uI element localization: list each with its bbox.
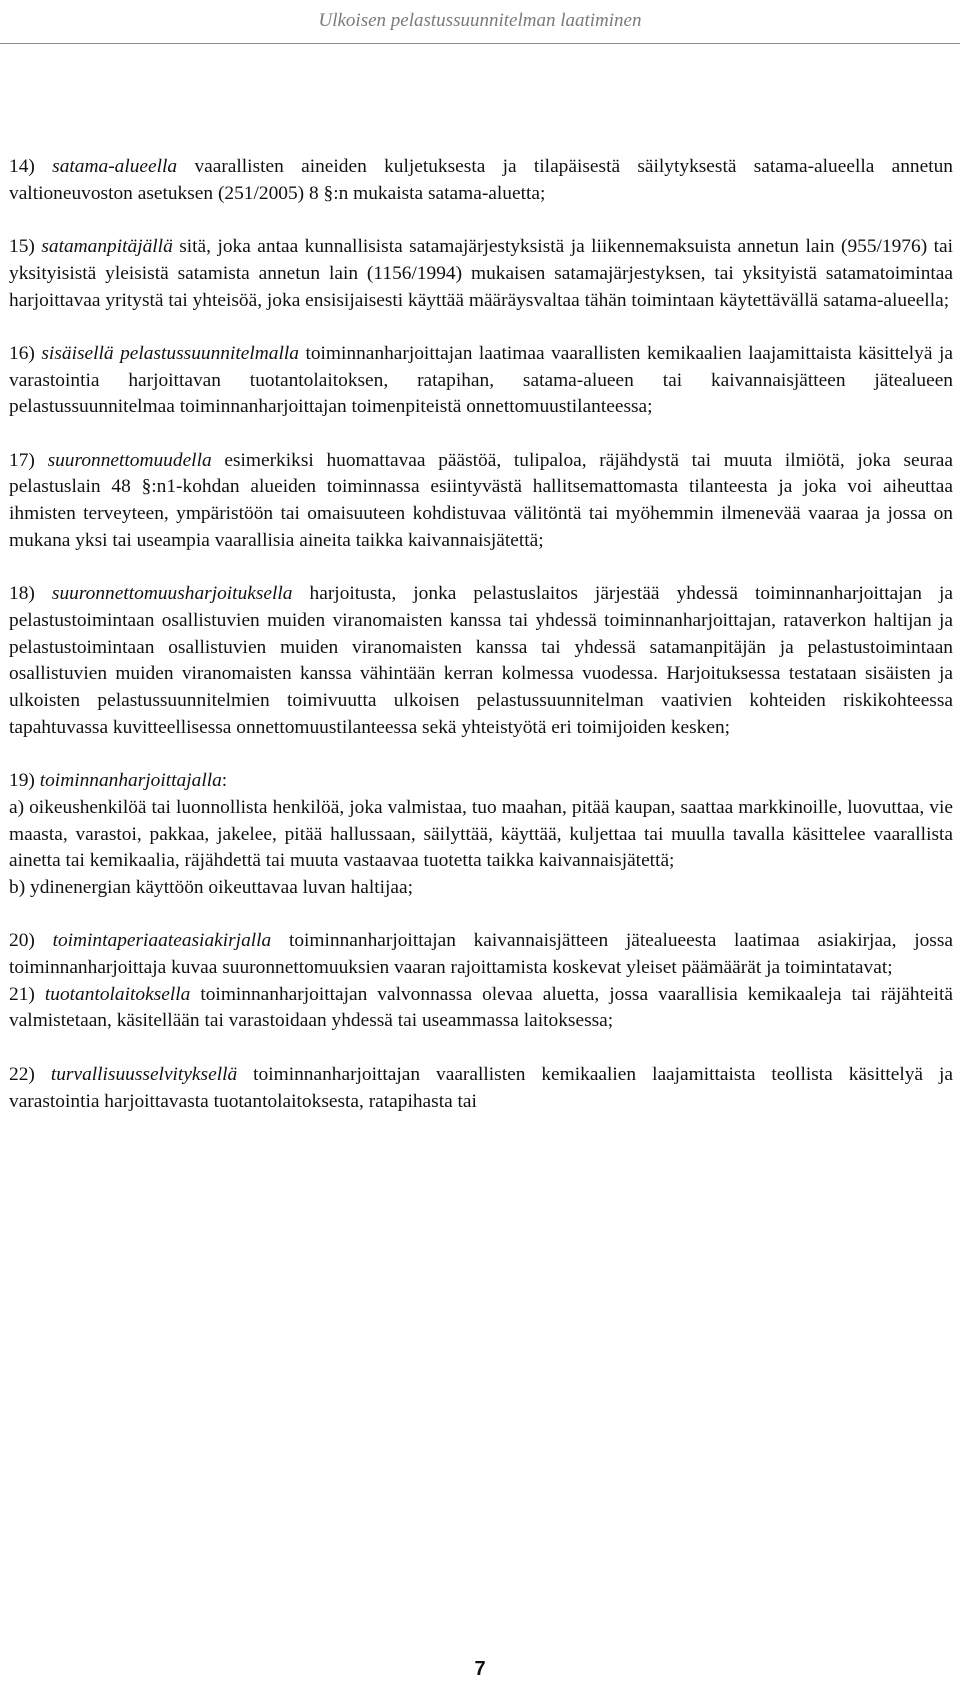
definition-term: tuotantolaitoksella	[44, 983, 191, 1005]
definition-21	[9, 982, 953, 1035]
definition-19-item-a: a) oikeushenkilöä tai luonnollista henkilöä, joka valmistaa, tuo maahan, pitää kaupan, saattaa markkinoille, luovuttaa, vie maasta, varastoi, pakkaa, jakelee, pitää hallussaan, säilyttää, käyttää, kuljettaa tai muulla tavalla käsittelee vaarallista ainetta tai kemikaalia, räjähdettä tai muuta vastaavaa tuotetta taikka kaivannaisjätettä;	[9, 796, 953, 872]
definition-term: suuronnettomuusharjoituksella	[51, 583, 293, 605]
definition-text: vaarallisten aineiden kuljetuksesta ja tilapäisestä säilytyksestä satama-alueella annetun valtioneuvoston asetuksen (251/2005) 8 §:n mukaista satama-aluetta;	[9, 156, 954, 204]
definition-15	[9, 234, 953, 314]
definition-term: satamanpitäjällä	[41, 236, 173, 258]
definition-17	[9, 448, 953, 555]
definition-number: 17)	[9, 449, 35, 471]
definition-text: :	[221, 770, 228, 792]
definition-term: toiminnanharjoittajalla	[39, 770, 222, 792]
definition-number: 18)	[9, 583, 35, 605]
definition-text: sitä, joka antaa kunnallisista satamajärjestyksistä ja liikennemaksuista annetun lain (955/1976) tai yksityisistä yleisistä satamista annetun lain (1156/1994) mukaisen satamajärjestyksen, tai yksityistä satamatoimintaa harjoittavaa yritystä tai yhteisöä, joka ensisijaisesti käyttää määräysvaltaa tähän toimintaan käytettävällä satama-alueella;	[9, 236, 953, 311]
definition-16	[9, 341, 953, 421]
definition-term: satama-alueella	[52, 156, 178, 177]
definition-term: sisäisellä pelastussuunnitelmalla	[41, 342, 299, 364]
definition-number: 20)	[9, 930, 35, 952]
definition-text: harjoitusta, jonka pelastuslaitos järjestää yhdessä toiminnanharjoittajan ja pelastustoimintaan osallistuvien muiden viranomaisten kanssa tai yhdessä toiminnanharjoittajan, rataverkon haltijan ja pelastustoimintaan osallistuvien muiden viranomaisten kanssa tai yhdessä satamanpitäjän ja pelastustoimintaan osallistuvien muiden viranomaisten kanssa vähintään kerran kolmessa vuodessa. Harjoituksessa testataan sisäisten ja ulkoisten pelastussuunnitelmien toimivuutta ulkoisen pelastussuunnitelman vaativien kohteiden riskikohteessa tapahtuvassa kuvitteellisessa onnettomuustilanteessa sekä yhteistyötä eri toimijoiden kesken;	[9, 583, 953, 738]
definition-number: 16)	[9, 342, 35, 364]
definition-14	[9, 154, 953, 207]
definition-19-item-b: b) ydinenergian käyttöön oikeuttavaa luvan haltijaa;	[9, 876, 414, 898]
definition-text: toiminnanharjoittajan laatimaa vaarallisten kemikaalien laajamittaista käsittelyä ja varastointia harjoittavan tuotantolaitoksen, ratapihan, satama-alueen tai kaivannaisjätteen jätealueen pelastussuunnitelmaa toiminnanharjoittajan toimenpiteistä onnettomuustilanteessa;	[9, 342, 953, 418]
definition-text: toiminnanharjoittajan valvonnassa olevaa aluetta, jossa vaarallisia kemikaaleja tai räjähteitä valmistetaan, käsitellään tai varastoidaan yhdessä tai useammassa laitoksessa;	[9, 983, 953, 1032]
definition-term: turvallisuusselvityksellä	[50, 1063, 238, 1085]
definition-term: suuronnettomuudella	[47, 449, 212, 471]
definition-number: 19)	[9, 770, 35, 792]
definition-19	[9, 768, 953, 902]
definition-19-heading	[9, 768, 953, 795]
definition-number: 15)	[9, 236, 35, 258]
definition-text: esimerkiksi huomattavaa päästöä, tulipaloa, räjähdystä tai muuta ilmiötä, joka seuraa pelastuslain 48 §:n1-kohdan alueiden toiminnassa esiintyvästä hallitsemattomasta tilanteesta ja joka voi aiheuttaa ihmisten terveyteen, ympäristöön tai omaisuuteen kohdistuvaa välitöntä tai myöhemmin ilmenevää vaaraa ja jossa on mukana yksi tai useampia vaarallisia aineita taikka kaivannaisjätettä;	[9, 449, 953, 551]
definition-20	[9, 928, 953, 981]
running-header: Ulkoisen pelastussuunnitelman laatiminen	[318, 10, 642, 31]
page-number: 7	[474, 1658, 486, 1680]
definition-18	[9, 581, 953, 741]
header-rule	[0, 43, 960, 44]
definition-22	[9, 1062, 953, 1115]
definition-text: toiminnanharjoittajan vaarallisten kemikaalien laajamittaista teollista käsittelyä ja varastointia harjoittavasta tuotantolaitoksesta, ratapihasta tai	[9, 1063, 953, 1112]
definition-number: 14)	[9, 156, 35, 177]
definition-number: 21)	[9, 983, 35, 1005]
document-body	[9, 154, 953, 1142]
definition-term: toimintaperiaateasiakirjalla	[52, 930, 272, 952]
definition-text: toiminnanharjoittajan kaivannaisjätteen jätealueesta laatimaa asiakirjaa, jossa toiminnanharjoittaja kuvaa suuronnettomuuksien vaaran rajoittamista koskevat yleiset päämäärät ja toimintatavat;	[9, 930, 953, 978]
definition-number: 22)	[9, 1063, 35, 1085]
